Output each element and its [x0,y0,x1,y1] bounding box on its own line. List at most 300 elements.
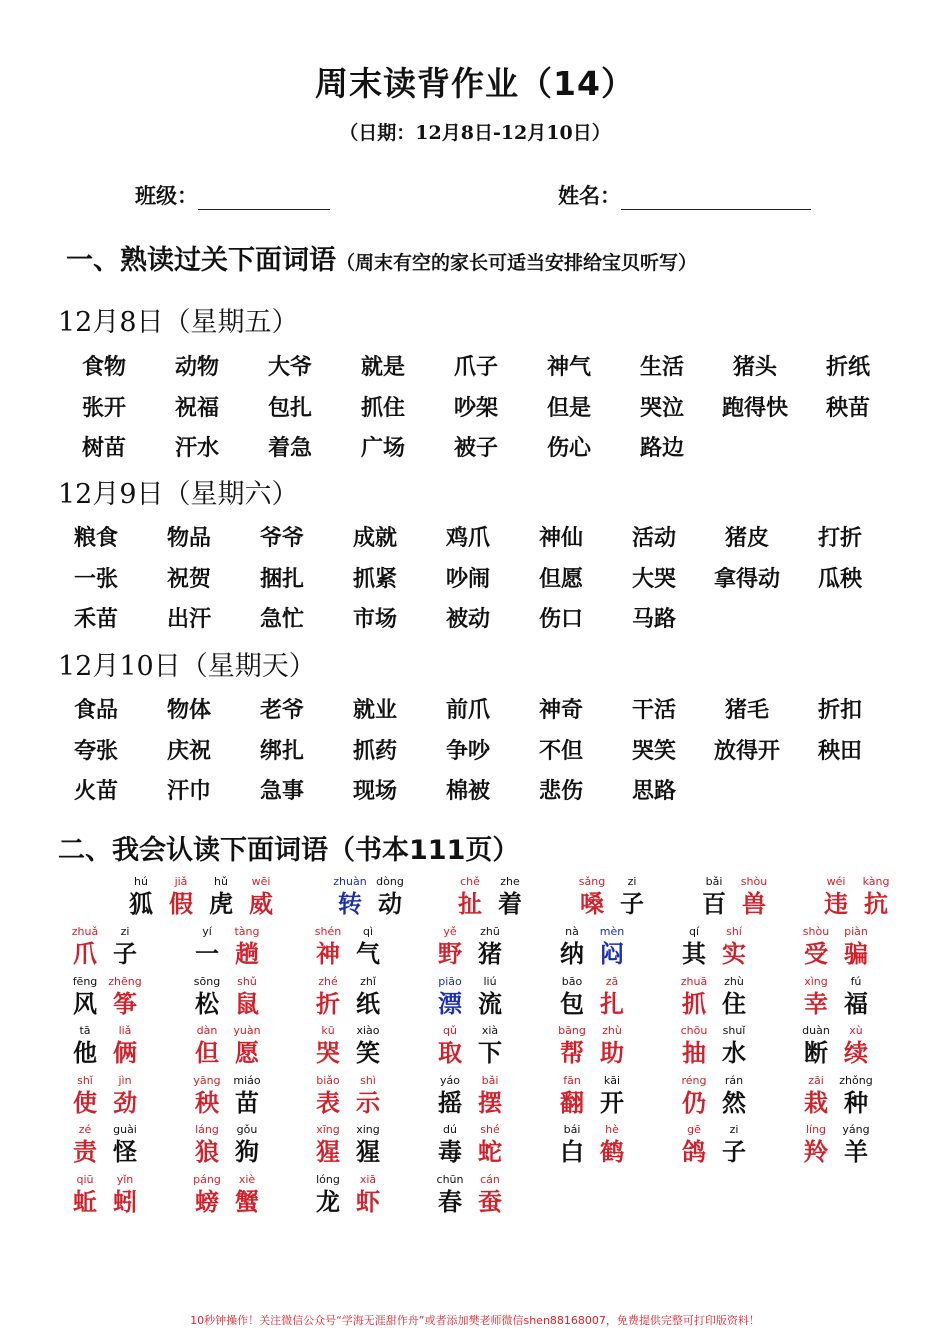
pinyin-word [776,1073,896,1121]
hanzi-char: 羊 [844,1137,868,1166]
vocab-word: 神气 [546,354,591,380]
vocab-word: 哭笑 [631,737,676,764]
hanzi-char: 松 [195,988,219,1018]
hanzi-char: 住 [722,988,746,1018]
pinyin-text: dàn [196,1024,218,1037]
vocab-word: 大哭 [631,565,676,592]
pinyin-text: jiǎ [174,875,188,888]
hanzi-char: 筝 [113,988,137,1018]
pinyin-text: biǎo [316,1073,340,1087]
vocab-word: 动物 [174,354,219,380]
hanzi-char: 狼 [195,1137,219,1166]
pinyin-text: xiā [359,1172,377,1186]
hanzi-char: 愿 [235,1038,259,1067]
hanzi-char: 气 [356,939,380,968]
hanzi-char: 助 [600,1038,624,1067]
pinyin-word [288,1073,408,1121]
hanzi-char: 蚓 [113,1186,137,1216]
pinyin-text: zhé [318,974,338,988]
pinyin-text: dú [443,1123,457,1136]
pinyin-word [654,1122,774,1170]
vocab-word: 猪皮 [724,525,769,551]
pinyin-text: liǎ [118,1024,132,1037]
page-title: 周末读背作业（14） [315,64,635,103]
pinyin-char [552,1073,592,1121]
vocab-word: 瓜秧 [817,565,862,592]
hanzi-char: 毒 [438,1137,462,1166]
pinyin-char [65,1172,105,1220]
pinyin-text: wēi [251,875,271,888]
pinyin-text: fēng [72,974,98,988]
pinyin-char [348,924,388,972]
pinyin-text: sōng [193,974,221,988]
name-blank[interactable] [621,187,811,210]
hanzi-char: 子 [113,939,137,968]
pinyin-char [105,1023,145,1071]
vocab-word: 秧田 [817,737,862,764]
vocab-word: 生活 [639,354,684,380]
pinyin-word [167,924,287,972]
vocab-word: 绑扎 [259,737,304,764]
pinyin-text: duàn [802,1024,830,1037]
pinyin-char [552,1023,592,1071]
vocab-word: 汗水 [174,435,219,461]
pinyin-char [674,1023,714,1071]
pinyin-word [167,1122,287,1170]
pinyin-text: xiào [356,1024,380,1037]
hanzi-char: 实 [722,939,746,968]
pinyin-char [161,874,201,922]
pinyin-char [105,1073,145,1121]
hanzi-char: 猩 [316,1137,340,1166]
hanzi-char: 秧 [195,1087,219,1117]
hanzi-char: 怪 [113,1137,137,1166]
hanzi-char: 扎 [600,988,624,1018]
pinyin-char [796,1073,836,1121]
pinyin-text: jìn [118,1073,132,1087]
pinyin-word [288,924,408,972]
vocab-word: 汗巾 [166,778,211,804]
pinyin-word [776,1122,896,1170]
pinyin-word [532,1122,652,1170]
pinyin-text: shòu [802,925,830,938]
pinyin-char [572,874,612,922]
pinyin-char [592,974,632,1022]
pinyin-text: yuàn [233,1024,261,1037]
pinyin-word [45,1023,165,1071]
pinyin-char [370,874,410,922]
pinyin-text: yí [202,925,212,938]
pinyin-text: shì [360,1073,376,1087]
pinyin-char [714,1023,754,1071]
pinyin-word [654,1073,774,1121]
hanzi-char: 蚯 [73,1186,97,1216]
pinyin-text: qí [688,925,700,938]
hanzi-char: 取 [438,1038,462,1067]
pinyin-word [45,1122,165,1170]
hanzi-char: 假 [169,889,193,918]
section-1-heading [66,238,697,277]
date-range: （日期：12月8日-12月10日） [339,122,611,144]
hanzi-char: 虾 [356,1186,380,1216]
pinyin-char [470,1172,510,1220]
pinyin-text: xià [481,1024,499,1037]
pinyin-char [65,924,105,972]
pinyin-char [674,1073,714,1121]
pinyin-char [430,1172,470,1220]
pinyin-char [430,1023,470,1071]
vocab-word: 捆扎 [259,565,304,592]
pinyin-char [65,974,105,1022]
pinyin-text: sǎng [578,875,606,888]
pinyin-char [348,1172,388,1220]
hanzi-char: 威 [249,889,273,918]
vocab-word: 一张 [73,565,118,592]
vocab-word: 大爷 [267,354,312,380]
hanzi-char: 劲 [113,1087,137,1117]
name-field [558,180,811,210]
pinyin-char [227,1122,267,1170]
pinyin-char [796,974,836,1022]
pinyin-char [714,1122,754,1170]
pinyin-char [187,1023,227,1071]
hanzi-char: 断 [804,1038,828,1067]
hanzi-char: 蟹 [235,1186,259,1216]
pinyin-char [470,924,510,972]
vocab-word: 急忙 [259,606,304,632]
hanzi-char: 翻 [560,1087,584,1117]
pinyin-char [227,974,267,1022]
pinyin-text: zā [605,974,619,988]
pinyin-text: zāi [808,1073,824,1087]
vocab-word: 神奇 [538,697,583,723]
pinyin-text: gē [687,1123,701,1136]
pinyin-word [776,924,896,972]
vocab-word: 成就 [352,525,397,551]
hanzi-char: 使 [73,1087,97,1117]
pinyin-word [167,1023,287,1071]
pinyin-text: chōu [680,1024,708,1037]
pinyin-char [836,924,876,972]
pinyin-char [308,974,348,1022]
pinyin-text: láng [195,1123,219,1136]
hanzi-char: 趟 [235,939,259,968]
vocab-word: 拿得动 [713,565,780,592]
hanzi-char: 鼠 [235,988,259,1018]
vocab-word: 前爪 [445,697,490,723]
vocab-word: 马路 [631,606,676,632]
pinyin-text: piàn [844,925,868,938]
pinyin-char [836,1073,876,1121]
day-2-heading: 12月9日（星期六） [58,479,299,510]
pinyin-char [592,924,632,972]
vocab-word: 争吵 [445,737,490,764]
vocab-word: 伤口 [538,606,583,632]
pinyin-char [592,1073,632,1121]
vocab-word: 神仙 [538,525,583,551]
pinyin-text: xiè [238,1172,256,1186]
pinyin-text: zé [78,1123,92,1136]
vocab-word: 打折 [817,525,862,551]
pinyin-text: zhǐ [360,974,376,988]
pinyin-text: zi [120,925,130,938]
pinyin-char [105,1122,145,1170]
day-1-heading: 12月8日（星期五） [58,307,299,338]
vocab-word: 火苗 [73,778,118,804]
pinyin-text: yāng [193,1073,221,1087]
hanzi-char: 示 [356,1087,380,1117]
pinyin-text: zhuàn [333,875,367,888]
class-label: 班级： [135,184,198,208]
pinyin-char [308,924,348,972]
vocab-word: 急事 [259,778,304,804]
pinyin-char [796,1023,836,1071]
pinyin-char [856,874,896,922]
hanzi-char: 抓 [682,988,706,1018]
pinyin-text: bāo [561,974,583,988]
pinyin-word [410,1172,530,1220]
vocab-word: 就业 [352,697,397,723]
hanzi-char: 受 [804,939,828,968]
pinyin-char [836,974,876,1022]
vocab-word: 折纸 [825,354,870,380]
hanzi-char: 流 [478,988,502,1018]
pinyin-char [816,874,856,922]
pinyin-char [308,1172,348,1220]
vocab-word: 折扣 [817,697,862,723]
pinyin-char [694,874,734,922]
pinyin-word [410,1023,530,1071]
hanzi-char: 猪 [478,939,502,968]
pinyin-word [45,1073,165,1121]
hanzi-char: 螃 [195,1186,219,1216]
section-1-note: （周末有空的家长可适当安排给宝贝听写） [336,252,698,274]
section-2-heading: 二、我会认读下面词语（书本111页） [58,835,520,866]
hanzi-char: 福 [844,988,868,1018]
pinyin-char [430,1122,470,1170]
pinyin-char [187,924,227,972]
pinyin-text: zhe [500,875,520,888]
pinyin-char [714,924,754,972]
pinyin-char [187,974,227,1022]
pinyin-char [450,874,490,922]
pinyin-text: shé [480,1123,500,1136]
pinyin-char [187,1122,227,1170]
pinyin-char [105,974,145,1022]
pinyin-text: zhēng [108,974,142,988]
hanzi-char: 开 [600,1087,624,1117]
pinyin-text: zhù [724,974,744,988]
pinyin-text: bǎi [705,875,723,888]
pinyin-char [552,924,592,972]
vocab-word: 猪毛 [724,697,769,723]
pinyin-text: yáo [440,1073,460,1087]
pinyin-char [470,1073,510,1121]
hanzi-char: 动 [378,889,402,918]
pinyin-text: piāo [438,974,462,988]
pinyin-word [410,1073,530,1121]
vocab-word: 路边 [639,435,684,461]
hanzi-char: 表 [316,1087,340,1117]
hanzi-char: 纳 [560,939,584,968]
pinyin-text: tā [79,1024,91,1037]
pinyin-word [796,874,916,922]
pinyin-text: shí [726,925,742,938]
hanzi-char: 狐 [129,889,153,918]
pinyin-char [308,1073,348,1121]
pinyin-word [654,974,774,1022]
pinyin-char [470,1122,510,1170]
pinyin-text: zhū [480,925,500,938]
pinyin-word [111,874,291,922]
pinyin-char [65,1023,105,1071]
pinyin-word [532,974,652,1022]
hanzi-char: 转 [338,889,362,918]
vocab-word: 猪头 [732,354,777,380]
pinyin-word [532,1023,652,1071]
pinyin-char [65,1122,105,1170]
pinyin-word [674,874,794,922]
vocab-word: 不但 [538,737,583,764]
pinyin-text: bāng [558,1024,586,1037]
vocab-word: 树苗 [81,435,126,461]
vocab-word: 庆祝 [166,737,211,764]
pinyin-char [227,1073,267,1121]
vocab-word: 吵架 [453,394,498,421]
hanzi-char: 着 [498,889,522,918]
hanzi-char: 嗓 [580,889,604,918]
vocab-word: 爷爷 [259,525,304,551]
pinyin-char [796,924,836,972]
pinyin-text: shuǐ [722,1024,746,1037]
pinyin-word [410,974,530,1022]
vocab-word: 老爷 [259,697,304,723]
hanzi-char: 鹤 [600,1137,624,1166]
hanzi-char: 爪 [73,939,97,968]
pinyin-char [592,1023,632,1071]
pinyin-char [430,924,470,972]
vocab-word: 伤心 [546,435,591,461]
pinyin-text: qǔ [443,1024,457,1037]
hanzi-char: 摇 [438,1087,462,1117]
pinyin-text: shòu [740,875,768,888]
vocab-word: 禾苗 [73,606,118,632]
hanzi-char: 下 [478,1038,502,1067]
pinyin-word [654,1023,774,1071]
vocab-word: 吵闹 [445,565,490,592]
vocab-word: 夸张 [73,737,118,764]
vocab-word: 现场 [352,778,397,804]
pinyin-text: bǎi [481,1073,499,1087]
pinyin-text: chūn [436,1172,464,1186]
pinyin-text: tàng [234,925,260,938]
hanzi-char: 幸 [804,988,828,1018]
pinyin-text: xù [849,1024,863,1037]
pinyin-char [348,1023,388,1071]
class-field [135,180,330,210]
pinyin-word [776,974,896,1022]
vocab-word: 哭泣 [639,394,684,421]
vocab-word: 就是 [360,354,405,380]
pinyin-word [532,924,652,972]
pinyin-text: páng [193,1172,221,1186]
pinyin-char [836,1122,876,1170]
pinyin-char [227,1023,267,1071]
hanzi-char: 骗 [844,939,868,968]
pinyin-word [654,924,774,972]
pinyin-word [45,924,165,972]
vocab-word: 祝贺 [166,565,211,592]
hanzi-char: 子 [620,889,644,918]
vocab-word: 物品 [166,525,211,551]
pinyin-text: yáng [842,1123,870,1136]
pinyin-char [65,1073,105,1121]
vocab-word: 思路 [631,778,676,804]
pinyin-text: kāi [603,1073,621,1087]
pinyin-word [552,874,672,922]
hanzi-char: 扯 [458,889,482,918]
vocab-word: 抓药 [352,737,397,764]
hanzi-char: 虎 [209,889,233,918]
pinyin-word [288,974,408,1022]
class-blank[interactable] [198,187,330,210]
pinyin-char [227,924,267,972]
pinyin-word [776,1023,896,1071]
name-label: 姓名： [558,184,621,208]
hanzi-char: 闷 [600,939,624,968]
hanzi-char: 蛇 [478,1137,502,1166]
pinyin-char [796,1122,836,1170]
pinyin-text: kàng [862,875,890,888]
pinyin-text: wéi [826,875,846,888]
pinyin-word [410,1122,530,1170]
pinyin-word [45,1172,165,1220]
pinyin-text: chě [460,875,480,888]
pinyin-text: dòng [376,875,404,888]
hanzi-char: 他 [73,1038,97,1067]
hanzi-char: 折 [316,988,340,1018]
hanzi-char: 帮 [560,1038,584,1067]
hanzi-char: 风 [73,988,97,1018]
vocab-word: 棉被 [445,778,490,804]
hanzi-char: 抗 [864,889,888,918]
hanzi-char: 白 [560,1137,584,1166]
hanzi-char: 续 [844,1038,868,1067]
pinyin-word [410,924,530,972]
hanzi-char: 鸽 [682,1137,706,1166]
pinyin-text: lóng [316,1172,340,1186]
pinyin-char [348,1073,388,1121]
hanzi-char: 蚕 [478,1186,502,1216]
hanzi-char: 春 [438,1186,462,1216]
pinyin-word [288,1172,408,1220]
vocab-word: 被动 [445,606,490,632]
vocab-word: 放得开 [713,737,780,764]
vocab-word: 食品 [73,697,118,723]
pinyin-text: zi [729,1123,739,1136]
vocab-word: 物体 [166,697,211,723]
hanzi-char: 抽 [682,1038,706,1067]
vocab-word: 爪子 [453,354,498,380]
pinyin-text: shǔ [237,974,257,988]
vocab-word: 包扎 [267,394,312,421]
pinyin-char [714,974,754,1022]
pinyin-char [714,1073,754,1121]
pinyin-char [348,1122,388,1170]
hanzi-char: 其 [682,939,706,968]
pinyin-word [532,1073,652,1121]
pinyin-char [674,1122,714,1170]
